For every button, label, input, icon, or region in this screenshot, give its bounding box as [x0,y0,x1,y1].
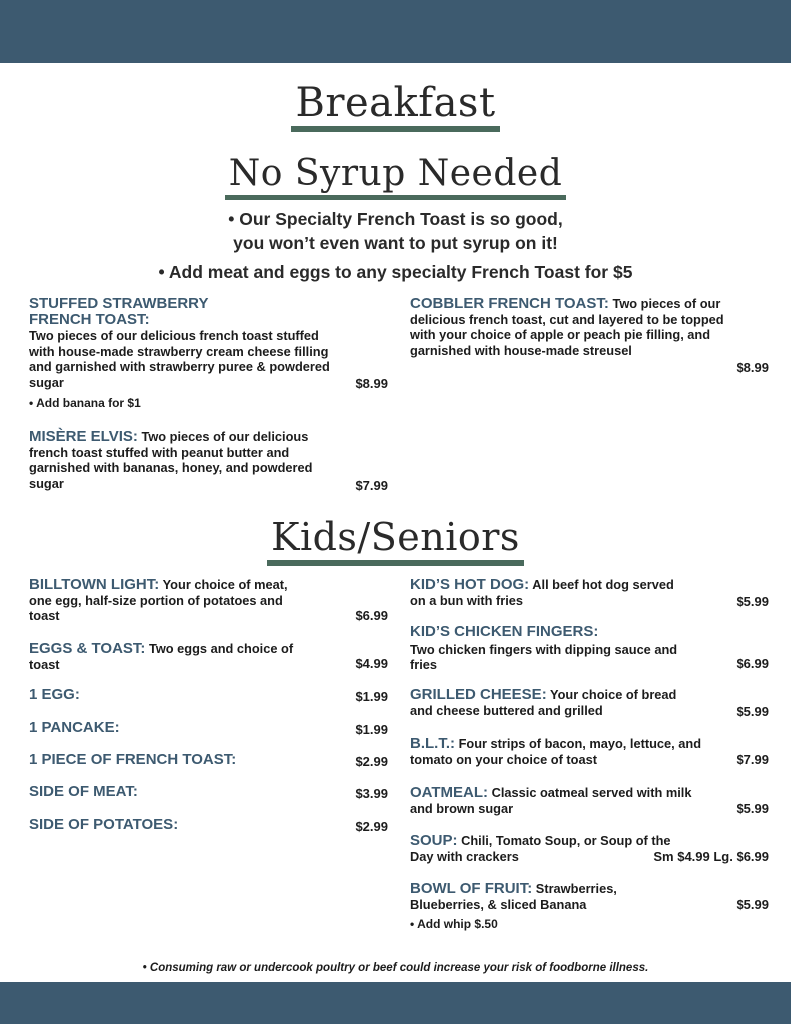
intro-line-2: you won’t even want to put syrup on it! [233,233,558,253]
item-name: EGGS & TOAST [29,640,141,657]
item-name: KID’S HOT DOG [410,576,525,593]
menu-item-1-pancake: 1 PANCAKE: [29,719,120,736]
item-price: $2.99 [355,819,388,834]
footer-band [0,982,791,1024]
food-safety-disclaimer: • Consuming raw or undercook poultry or beef could increase your risk of foodborne illness. [142,962,649,974]
item-price: $5.99 [736,594,769,609]
item-description: Your choice of meat, one egg, half-size portion of potatoes and toast [29,577,288,623]
item-price: $6.99 [736,656,769,671]
item-name: BILLTOWN LIGHT [29,576,155,593]
item-price: $1.99 [355,689,388,704]
item-note: • Add banana for $1 [29,396,141,410]
item-price: $1.99 [355,722,388,737]
item-price: $2.99 [355,754,388,769]
menu-item-1-piece-french-toast: 1 PIECE OF FRENCH TOAST: [29,751,237,768]
item-name: 1 PIECE OF FRENCH TOAST [29,751,232,768]
header-band [0,0,791,63]
menu-item-kids-chicken-fingers: KID’S CHICKEN FINGERS: Two chicken fingers with dipping sauce and fries [410,624,700,673]
menu-item-side-of-potatoes: SIDE OF POTATOES: [29,816,179,833]
item-description: Two pieces of our delicious french toast, cut and layered to be topped with your choice of apple or peach pie filling, and garnished with house-made streusel [410,296,724,358]
item-note: • Add whip $.50 [410,917,498,931]
menu-item-kids-hot-dog: KID’S HOT DOG: All beef hot dog served on a bun with fries [410,576,674,608]
item-description: Two eggs and choice of toast [29,641,294,672]
menu-item-1-egg: 1 EGG: [29,686,80,703]
item-name: SIDE OF POTATOES [29,816,174,833]
item-price: $7.99 [736,752,769,767]
item-name: GRILLED CHEESE [410,686,542,703]
item-description: Four strips of bacon, mayo, lettuce, and tomato on your choice of toast [410,736,702,767]
menu-item-soup: SOUP: Chili, Tomato Soup, or Soup of the Day with crackers [410,832,671,864]
item-description: Classic oatmeal served with milk and brown sugar [410,785,692,816]
item-name: OATMEAL [410,784,484,801]
item-price: $5.99 [736,801,769,816]
menu-item-side-of-meat: SIDE OF MEAT: [29,783,138,800]
item-name: 1 PANCAKE [29,719,115,736]
item-description: Two pieces of our delicious french toast stuffed with house-made strawberry cream cheese filling and garnished with strawberry puree & powdered sugar [29,328,330,390]
menu-item-bowl-of-fruit: BOWL OF FRUIT: Strawberries, Blueberries, & sliced Banana [410,880,617,912]
menu-item-blt: B.L.T.: Four strips of bacon, mayo, lettuce, and tomato on your choice of toast [410,735,702,767]
breakfast-subtitle: No Syrup Needed [0,153,791,200]
item-price: $5.99 [736,704,769,719]
item-description: Two chicken fingers with dipping sauce and fries [410,641,678,672]
item-name: BOWL OF FRUIT [410,880,528,897]
item-price: $6.99 [355,608,388,623]
item-description: Your choice of bread and cheese buttered and grilled [410,687,677,718]
menu-item-stuffed-strawberry: STUFFED STRAWBERRY FRENCH TOAST: Two pieces of our delicious french toast stuffed with house-made strawberry cream cheese filling and garnished with strawberry puree & powdered sugar [29,296,334,390]
item-price: Sm $4.99 Lg. $6.99 [653,849,769,864]
menu-item-misere-elvis: MISÈRE ELVIS: Two pieces of our delicious french toast stuffed with peanut butter and garnished with bananas, honey, and powdered sugar [29,428,313,491]
item-name: B.L.T. [410,735,450,752]
item-description: Two pieces of our delicious french toast stuffed with peanut butter and garnished with bananas, honey, and powdered sugar [29,429,313,491]
kids-seniors-title: Kids/Seniors [0,515,791,566]
intro-line-3: • Add meat and eggs to any specialty French Toast for $5 [158,262,633,282]
breakfast-title: Breakfast [0,80,791,132]
item-description: Strawberries, Blueberries, & sliced Banana [410,881,617,912]
item-name: KID’S CHICKEN FINGERS [410,623,594,640]
item-name: SIDE OF MEAT [29,783,133,800]
item-price: $5.99 [736,897,769,912]
item-name: FRENCH TOAST [29,310,145,328]
item-description: All beef hot dog served on a bun with fries [410,577,674,608]
menu-item-cobbler-french-toast: COBBLER FRENCH TOAST: Two pieces of our delicious french toast, cut and layered to be topped with your choice of apple or peach pie filling, and garnished with house-made streusel [410,295,724,358]
item-price: $4.99 [355,656,388,671]
item-price: $8.99 [736,360,769,375]
menu-item-oatmeal: OATMEAL: Classic oatmeal served with milk and brown sugar [410,784,692,816]
item-name: 1 EGG [29,686,75,703]
item-price: $3.99 [355,786,388,801]
item-price: $8.99 [355,376,388,391]
item-name: MISÈRE ELVIS [29,428,133,445]
intro-line-1: • Our Specialty French Toast is so good, [228,209,563,229]
item-name: COBBLER FRENCH TOAST [410,295,604,312]
menu-item-eggs-toast: EGGS & TOAST: Two eggs and choice of toast [29,640,294,672]
item-description: Chili, Tomato Soup, or Soup of the Day with crackers [410,833,671,864]
menu-item-grilled-cheese: GRILLED CHEESE: Your choice of bread and cheese buttered and grilled [410,686,677,718]
menu-item-billtown-light: BILLTOWN LIGHT: Your choice of meat, one egg, half-size portion of potatoes and toast [29,576,288,623]
item-price: $7.99 [355,478,388,493]
item-name: STUFFED STRAWBERRY [29,295,209,312]
item-name: SOUP [410,832,453,849]
